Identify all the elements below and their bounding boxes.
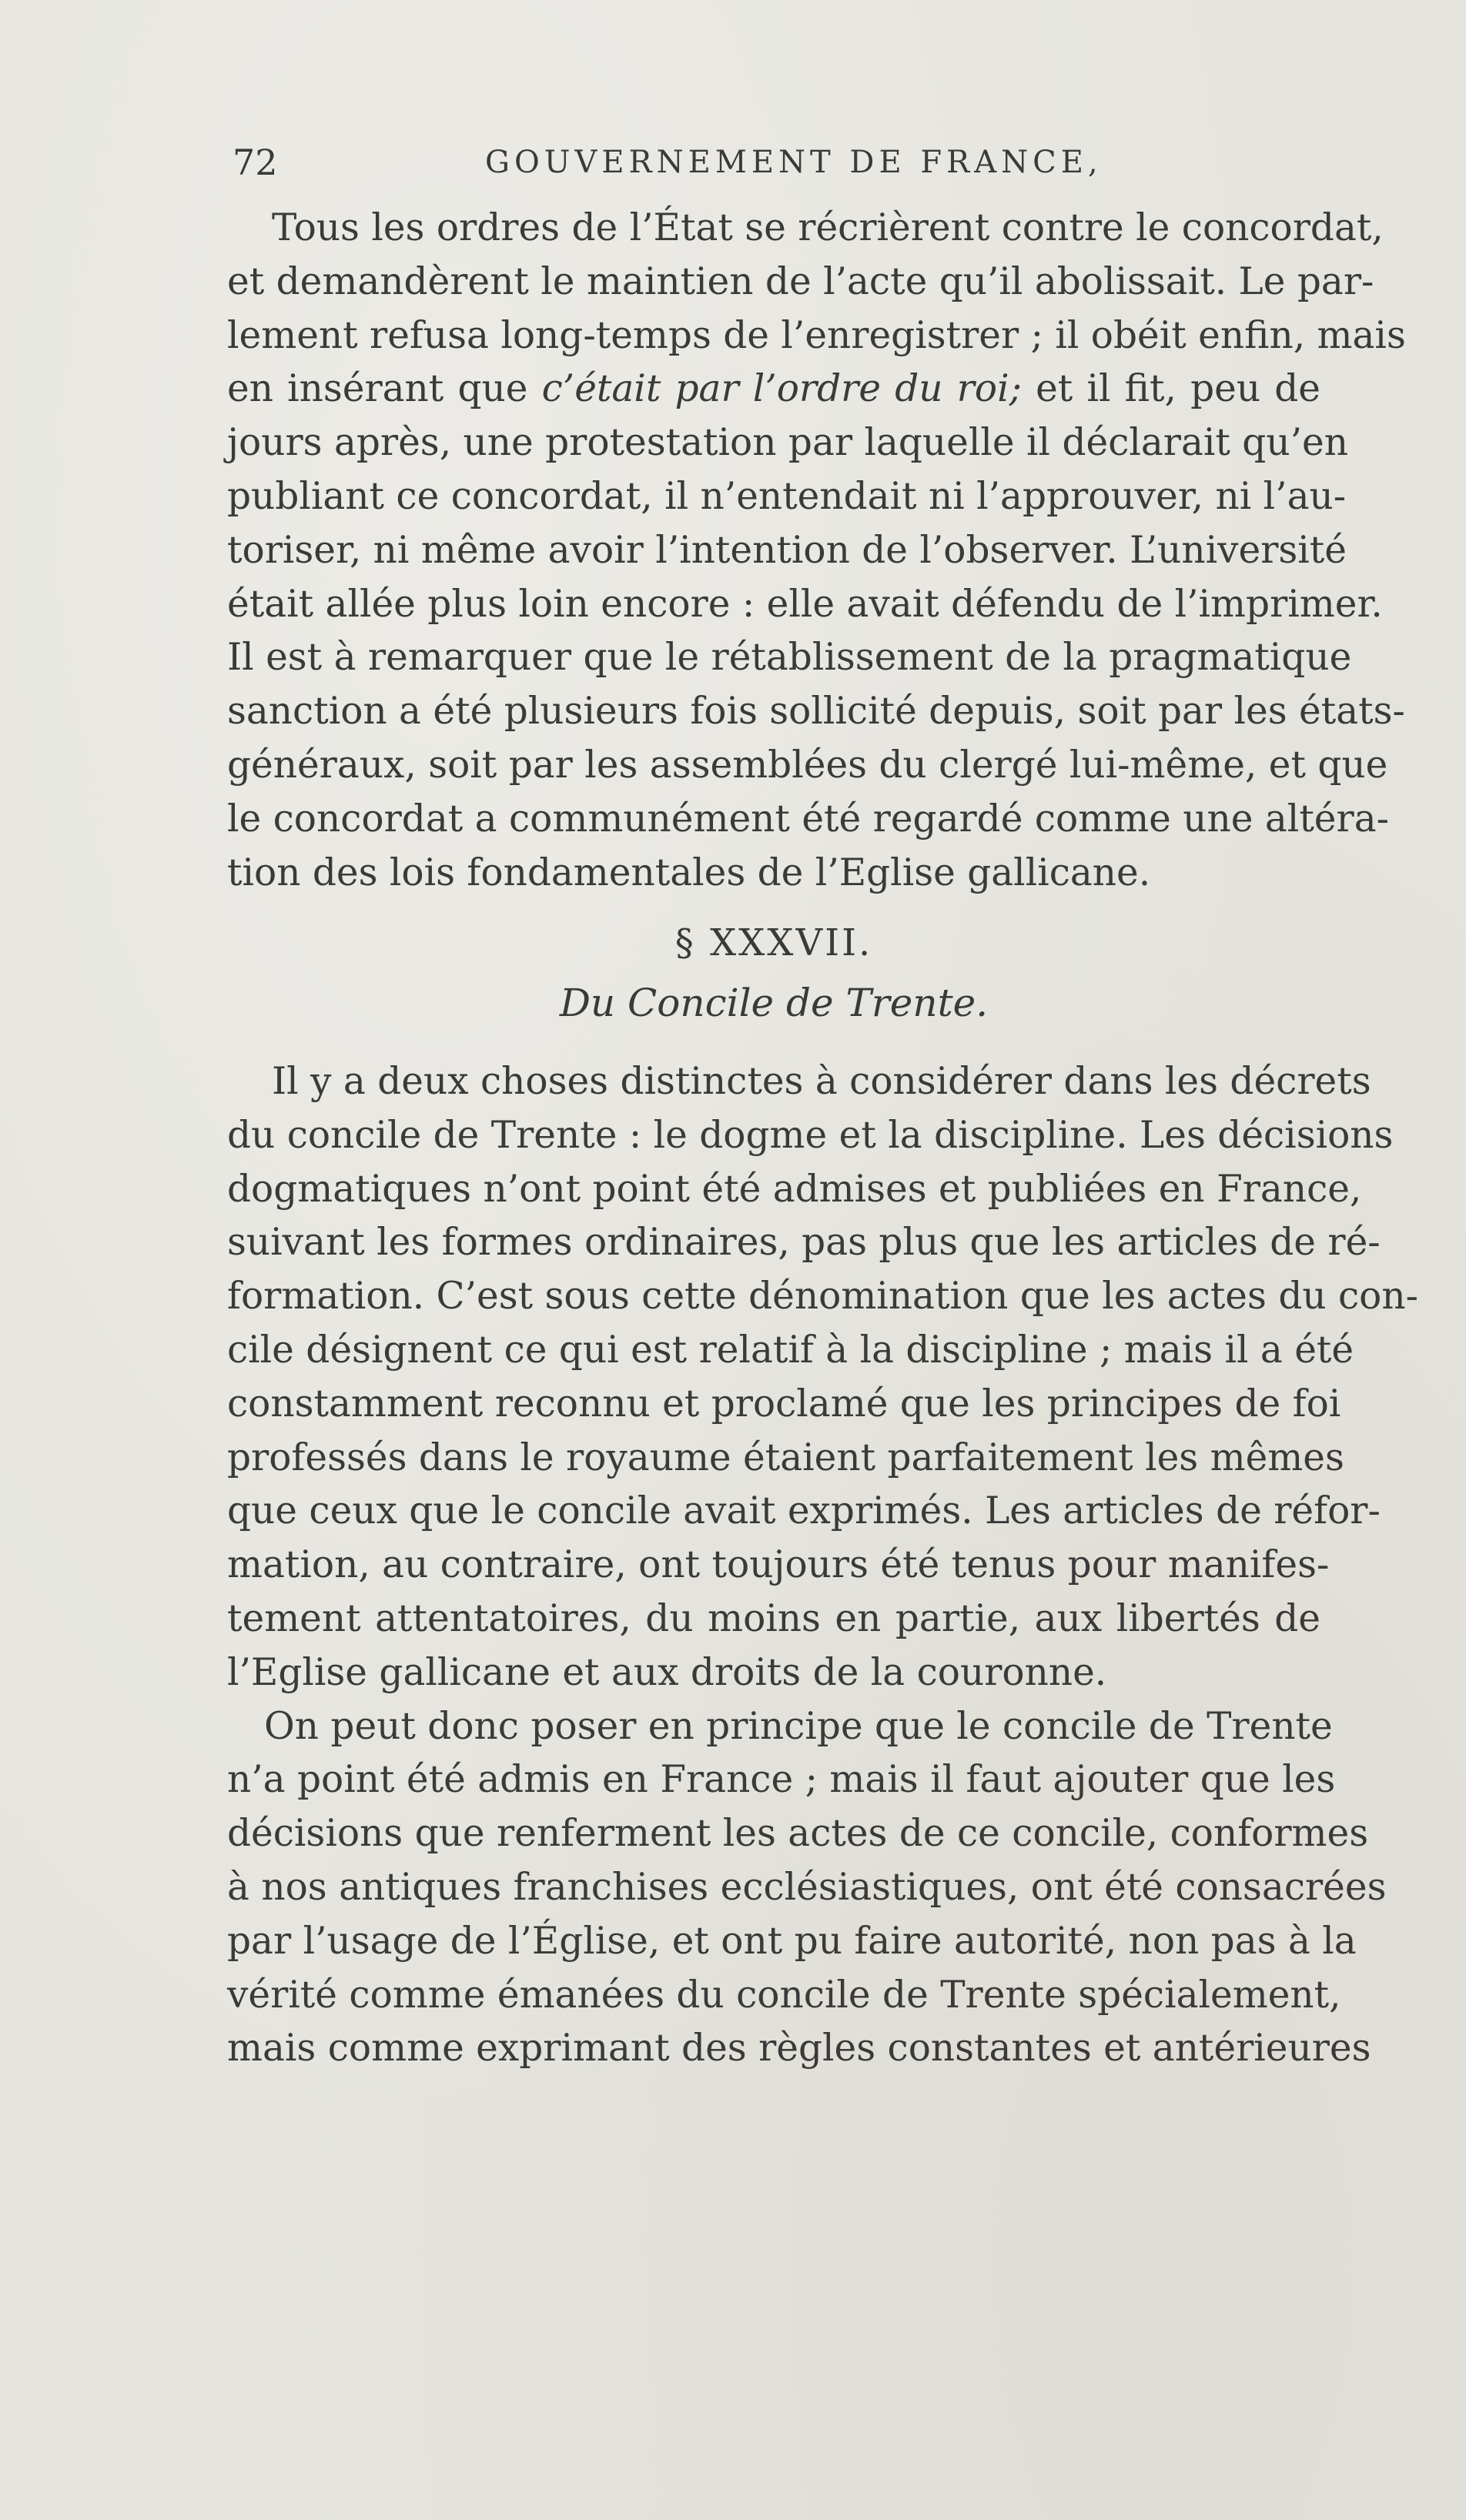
text-line: toriser, ni même avoir l’intention de l’observer. L’université	[227, 528, 1347, 572]
text-line: mation, au contraire, ont toujours été tenus pour manifes-	[227, 1543, 1330, 1587]
text-line: à nos antiques franchises ecclésiastiques, ont été consacrées	[227, 1865, 1387, 1909]
text-line: décisions que renferment les actes de ce concile, conformes	[227, 1812, 1369, 1856]
text-line: et demandèrent le maintien de l’acte qu’il abolissait. Le par-	[227, 259, 1374, 303]
running-head: GOUVERNEMENT DE FRANCE,	[485, 145, 1103, 180]
page-header	[233, 135, 1310, 189]
text-line: suivant les formes ordinaires, pas plus que les articles de ré-	[227, 1221, 1381, 1265]
text-line: généraux, soit par les assemblées du clergé lui-même, et que	[227, 743, 1388, 787]
body-text	[227, 202, 1419, 2076]
text-line: mais comme exprimant des règles constantes et antérieures	[227, 2027, 1371, 2070]
text-line-with-italic	[227, 363, 1320, 416]
text-line: dogmatiques n’ont point été admises et publiées en France,	[227, 1167, 1362, 1211]
text-line: cile désignent ce qui est relatif à la discipline ; mais il a été	[227, 1328, 1354, 1372]
paragraph-concile-trente	[227, 1055, 1419, 1700]
text-line: publiant ce concordat, il n’entendait ni l’approuver, ni l’au-	[227, 474, 1347, 518]
text-line: sanction a été plusieurs fois sollicité depuis, soit par les états-	[227, 690, 1405, 734]
text-line: le concordat a communément été regardé comme une altéra-	[227, 797, 1389, 841]
text-line: du concile de Trente : le dogme et la discipline. Les décisions	[227, 1113, 1394, 1157]
section-title: Du Concile de Trente.	[559, 981, 989, 1026]
text-line: que ceux que le concile avait exprimés. Les articles de réfor-	[227, 1489, 1381, 1533]
paragraph-principe	[227, 1700, 1387, 2077]
text-line: Tous les ordres de l’État se récrièrent contre le concordat,	[272, 206, 1384, 249]
paragraph-concordat	[227, 202, 1406, 900]
text-line: jours après, une protestation par laquelle il déclarait qu’en	[227, 421, 1348, 465]
text-line: l’Eglise gallicane et aux droits de la couronne.	[227, 1650, 1107, 1694]
text-line: tion des lois fondamentales de l’Eglise gallicane.	[227, 851, 1151, 894]
text-segment: et il fit, peu de	[1021, 367, 1320, 411]
text-line: professés dans le royaume étaient parfaitement les mêmes	[227, 1435, 1344, 1479]
text-line: Il est à remarquer que le rétablissement de la pragmatique	[227, 636, 1352, 680]
text-line: On peut donc poser en principe que le concile de Trente	[264, 1704, 1333, 1748]
text-line: lement refusa long-temps de l’enregistrer ; il obéit enfin, mais	[227, 313, 1406, 357]
text-line: vérité comme émanées du concile de Trente spécialement,	[227, 1973, 1341, 2017]
text-line: tement attentatoires, du moins en partie, aux libertés de	[227, 1596, 1320, 1640]
section-number: § XXXVII.	[674, 921, 873, 965]
text-line: Il y a deux choses distinctes à considérer dans les décrets	[272, 1059, 1371, 1103]
text-line: formation. C’est sous cette dénomination que les actes du con-	[227, 1275, 1419, 1318]
text-segment: en insérant que	[227, 367, 542, 411]
italic-quote: c’était par l’ordre du roi;	[541, 367, 1022, 411]
text-line: n’a point été admis en France ; mais il faut ajouter que les	[227, 1758, 1336, 1802]
page-number: 72	[233, 142, 278, 183]
text-line: par l’usage de l’Église, et ont pu faire autorité, non pas à la	[227, 1919, 1357, 1963]
text-line: était allée plus loin encore : elle avait défendu de l’imprimer.	[227, 582, 1383, 626]
text-line: constamment reconnu et proclamé que les principes de foi	[227, 1382, 1341, 1425]
